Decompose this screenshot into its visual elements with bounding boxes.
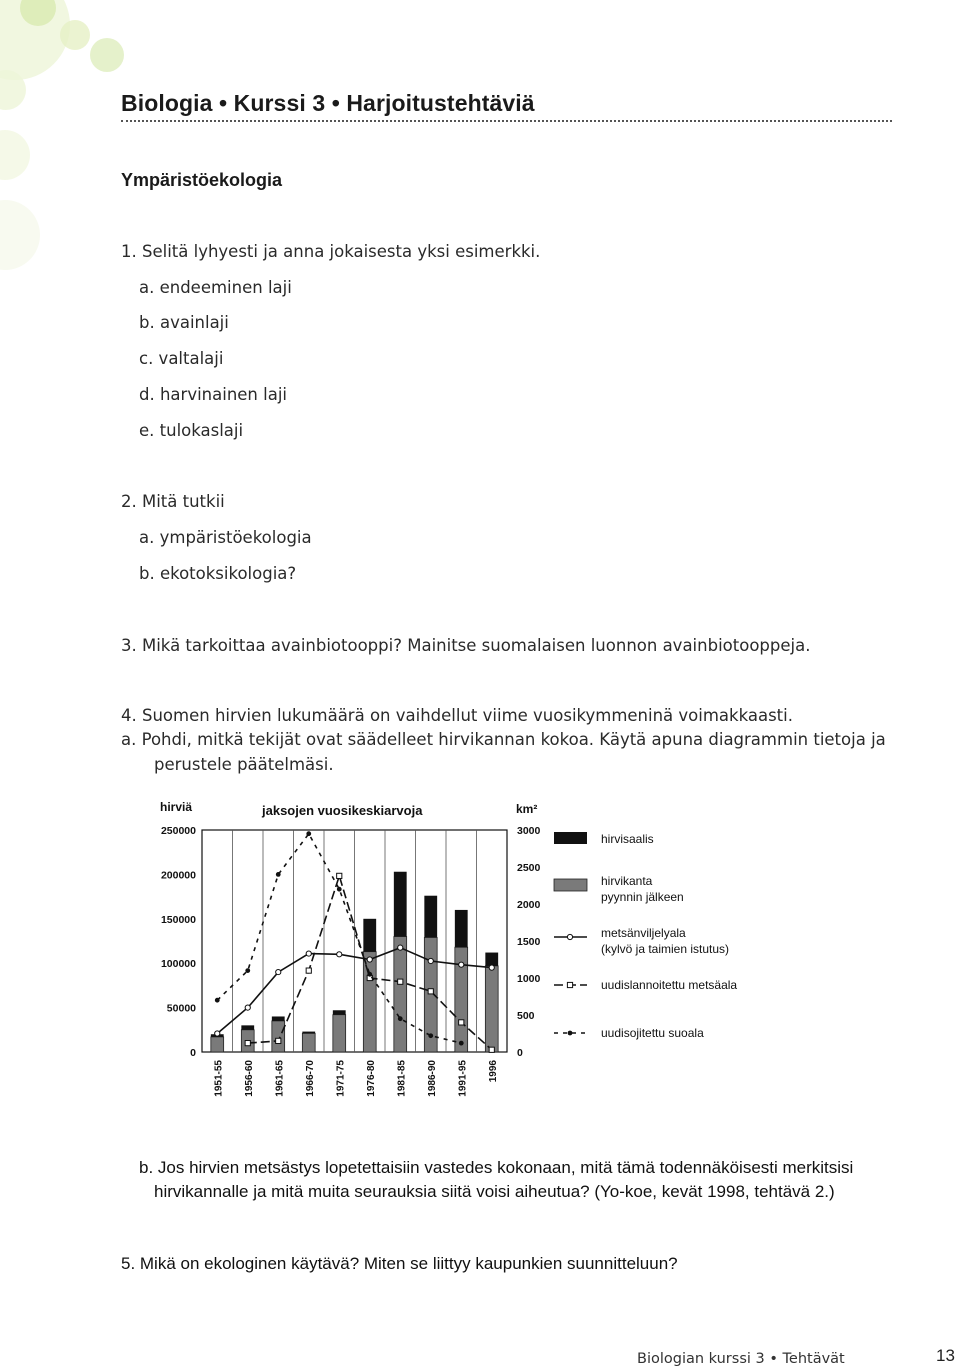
question-2-item: b. ekotoksikologia? [139, 564, 297, 583]
uudislannoitettu-point [428, 989, 433, 994]
x-tick-label: 1991-95 [457, 1060, 469, 1097]
page-header-title: Biologia • Kurssi 3 • Harjoitustehtäviä [121, 90, 535, 116]
bar-hirvikanta [485, 966, 498, 1052]
uudislannoitettu-point [306, 968, 311, 973]
metsanviljelyala-point [245, 1005, 250, 1010]
y-tick-right-label: 500 [517, 1010, 535, 1022]
y-tick-right-label: 2500 [517, 862, 541, 874]
question-5: 5. Mikä on ekologinen käytävä? Miten se liittyy kaupunkien suunnitteluun? [121, 1254, 678, 1273]
question-4: 4. Suomen hirvien lukumäärä on vaihdellut viime vuosikymmeninä voimakkaasti. [121, 706, 793, 725]
header-divider [121, 120, 892, 122]
x-tick-label: 1986-90 [426, 1060, 438, 1097]
legend-label: hirvikanta [601, 874, 653, 888]
bar-hirvisaalis [485, 953, 498, 966]
decorative-circle [90, 38, 124, 72]
y-tick-left-label: 50000 [166, 1002, 196, 1015]
question-4a-line1: a. Pohdi, mitkä tekijät ovat säädelleet hirvikannan kokoa. Käytä apuna diagrammin tietoja ja [121, 730, 886, 749]
uudisojitettu-point [337, 887, 342, 892]
uudisojitettu-point [215, 998, 220, 1003]
y-tick-left-label: 250000 [160, 825, 196, 837]
legend-label: metsänviljelyala [601, 926, 686, 940]
uudisojitettu-point [459, 1041, 464, 1046]
question-1: 1. Selitä lyhyesti ja anna jokaisesta yksi esimerkki. [121, 242, 541, 261]
bar-hirvisaalis [394, 872, 407, 937]
bar-hirvikanta [363, 952, 376, 1052]
question-1-item: a. endeeminen laji [139, 278, 292, 297]
uudisojitettu-point [306, 831, 311, 836]
question-1-item: b. avainlaji [139, 313, 229, 332]
y-tick-left-label: 100000 [160, 958, 196, 971]
y-tick-left-label: 150000 [160, 913, 196, 926]
bar-hirvisaalis [363, 919, 376, 952]
question-4b-line1: b. Jos hirvien metsästys lopetettaisiin vastedes kokonaan, mitä tämä todennäköisesti merkitsisi [139, 1158, 854, 1177]
decorative-circle [0, 130, 30, 180]
question-4a-line2: perustele päätelmäsi. [154, 755, 334, 774]
uudislannoitettu-point [337, 873, 342, 878]
uudislannoitettu-point [459, 1020, 464, 1025]
question-2: 2. Mitä tutkii [121, 492, 225, 511]
legend-marker [568, 1031, 573, 1036]
bar-hirvikanta [333, 1015, 346, 1052]
uudisojitettu-point [245, 968, 250, 973]
y-tick-right-label: 1500 [517, 936, 541, 948]
y-tick-right-label: 1000 [517, 973, 541, 985]
uudisojitettu-point [276, 872, 281, 877]
metsanviljelyala-point [337, 952, 342, 957]
metsanviljelyala-point [428, 958, 433, 963]
uudisojitettu-point [367, 972, 372, 977]
question-1-item: c. valtalaji [139, 349, 224, 368]
x-tick-label: 1976-80 [365, 1060, 377, 1097]
section-title: Ympäristöekologia [121, 170, 283, 190]
y-axis-right-label: km² [516, 802, 538, 816]
bar-hirvikanta [302, 1033, 315, 1052]
legend-swatch-hirvikanta [554, 879, 587, 891]
bar-hirvikanta [211, 1037, 224, 1052]
uudislannoitettu-point [245, 1041, 250, 1046]
metsanviljelyala-point [306, 951, 311, 956]
moose-chart-svg [146, 795, 794, 1110]
y-axis-left-label: hirviä [160, 800, 193, 814]
legend-label: pyynnin jälkeen [601, 890, 684, 904]
bar-hirvisaalis [302, 1032, 315, 1034]
question-4b-line2: hirvikannalle ja mitä muita seurauksia siitä voisi aiheutua? (Yo-koe, kevät 1998, tehtävä 2.) [154, 1182, 835, 1201]
moose-chart [146, 795, 794, 1110]
metsanviljelyala-point [276, 969, 281, 974]
question-1-item: e. tulokaslaji [139, 421, 244, 440]
metsanviljelyala-point [459, 962, 464, 967]
x-tick-label: 1961-65 [274, 1060, 286, 1097]
bar-hirvikanta [272, 1021, 285, 1052]
legend-label: hirvisaalis [601, 832, 654, 846]
bar-hirvisaalis [241, 1025, 254, 1029]
uudisojitettu-point [428, 1033, 433, 1038]
page-number: 13 [936, 1346, 955, 1365]
bar-hirvisaalis [272, 1016, 285, 1020]
x-tick-label: 1971-75 [335, 1060, 347, 1097]
y-tick-right-label: 2000 [517, 899, 541, 911]
legend-swatch-hirvisaalis [554, 832, 587, 844]
question-1-item: d. harvinainen laji [139, 385, 287, 404]
legend-label: uudislannoitettu metsäala [601, 978, 738, 992]
bar-hirvisaalis [424, 896, 437, 938]
x-tick-label: 1956-60 [243, 1060, 255, 1097]
legend-label: uudisojitettu suoala [601, 1026, 704, 1040]
x-tick-label: 1951-55 [213, 1060, 225, 1097]
x-tick-label: 1981-85 [396, 1060, 408, 1097]
y-tick-right-label: 0 [517, 1047, 523, 1059]
question-2-item: a. ympäristöekologia [139, 528, 312, 547]
bar-hirvisaalis [333, 1010, 346, 1014]
metsanviljelyala-point [489, 965, 494, 970]
metsanviljelyala-point [215, 1031, 220, 1036]
y-tick-left-label: 200000 [160, 869, 196, 882]
metsanviljelyala-point [398, 945, 403, 950]
x-tick-label: 1996 [487, 1060, 499, 1083]
legend-marker [567, 934, 572, 939]
uudislannoitettu-point [276, 1038, 281, 1043]
uudislannoitettu-point [398, 979, 403, 984]
decorative-circle [60, 20, 90, 50]
bar-hirvisaalis [455, 910, 468, 947]
y-tick-right-label: 3000 [517, 825, 541, 837]
x-tick-label: 1966-70 [304, 1060, 316, 1097]
bar-hirvikanta [394, 937, 407, 1052]
decorative-circle [0, 200, 40, 270]
legend-marker [567, 982, 572, 987]
footer-label: Biologian kurssi 3 • Tehtävät [637, 1351, 845, 1367]
legend-label: (kylvö ja taimien istutus) [601, 942, 730, 956]
question-3: 3. Mikä tarkoittaa avainbiotooppi? Mainitse suomalaisen luonnon avainbiotooppeja. [121, 636, 811, 655]
uudislannoitettu-point [489, 1047, 494, 1052]
uudisojitettu-point [398, 1016, 403, 1021]
metsanviljelyala-point [367, 957, 372, 962]
chart-title: jaksojen vuosikeskiarvoja [262, 803, 423, 818]
y-tick-left-label: 0 [190, 1047, 196, 1059]
